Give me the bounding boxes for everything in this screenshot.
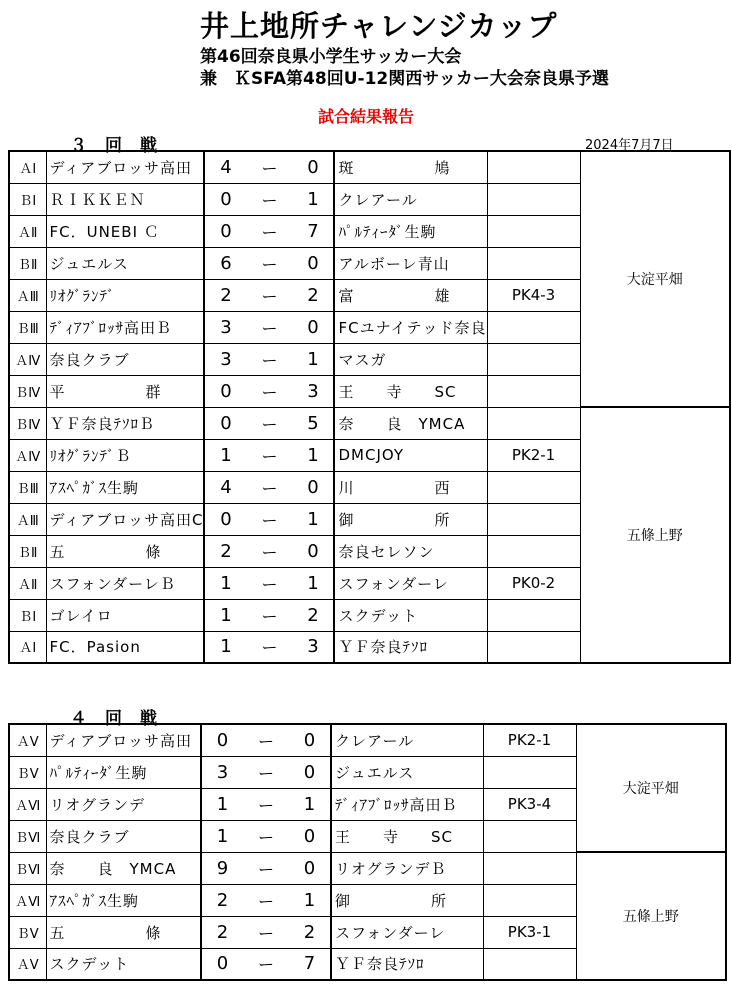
pk-result (487, 311, 580, 343)
home-score: 0 (204, 375, 246, 407)
score-dash: ー (246, 471, 292, 503)
away-team: 御 所 (334, 503, 487, 535)
score-dash: ー (246, 503, 292, 535)
away-score: 2 (292, 599, 334, 631)
match-code: ＡⅢ (9, 279, 46, 311)
home-team: 奈良クラブ (46, 820, 201, 852)
away-team: ジュエルス (331, 756, 483, 788)
score-dash: ー (246, 439, 292, 471)
home-team: ディアブロッサ高田C (46, 503, 204, 535)
home-team: ﾃﾞｨｱﾌﾞﾛｯｻ高田Ｂ (46, 311, 204, 343)
score-dash: ー (246, 375, 292, 407)
match-code: ＢⅥ (9, 852, 46, 884)
away-score: 0 (292, 247, 334, 279)
away-team: DMCJOY (334, 439, 487, 471)
match-code: ＡⅣ (9, 343, 46, 375)
away-score: 7 (292, 215, 334, 247)
home-score: 3 (204, 311, 246, 343)
pk-result (483, 852, 576, 884)
home-score: 1 (201, 788, 243, 820)
home-score: 1 (204, 599, 246, 631)
home-score: 1 (204, 567, 246, 599)
home-score: 2 (201, 884, 243, 916)
match-code: ＢⅠ (9, 183, 46, 215)
home-team: ゴレイロ (46, 599, 204, 631)
away-team: アルボーレ青山 (334, 247, 487, 279)
away-team: ＹＦ奈良ﾃｿﾛ (331, 948, 483, 980)
away-score: 1 (292, 183, 334, 215)
match-code: ＡⅤ (9, 948, 46, 980)
pk-result (483, 820, 576, 852)
pk-result (483, 756, 576, 788)
score-dash: ー (243, 820, 289, 852)
home-score: 4 (204, 471, 246, 503)
score-dash: ー (246, 599, 292, 631)
score-dash: ー (246, 535, 292, 567)
away-team: FCユナイテッド奈良 (334, 311, 487, 343)
score-dash: ー (246, 631, 292, 663)
home-team: FC．UNEBI Ｃ (46, 215, 204, 247)
away-score: 0 (289, 756, 331, 788)
match-row (9, 151, 730, 183)
away-team: 斑 鳩 (334, 151, 487, 183)
away-team: スフォンダーレ (331, 916, 483, 948)
home-team: ディアブロッサ高田 (46, 724, 201, 756)
pk-result (487, 375, 580, 407)
match-code: ＢⅤ (9, 916, 46, 948)
match-code: ＡⅡ (9, 215, 46, 247)
away-team: マスガ (334, 343, 487, 375)
home-score: 0 (201, 724, 243, 756)
pk-result (487, 247, 580, 279)
match-code: ＡⅡ (9, 567, 46, 599)
home-team: 奈 良 YMCA (46, 852, 201, 884)
match-code: ＡⅠ (9, 151, 46, 183)
away-team: スフォンダーレ (334, 567, 487, 599)
away-score: 1 (292, 439, 334, 471)
home-score: 3 (204, 343, 246, 375)
away-score: 0 (292, 535, 334, 567)
round4-results-table (8, 723, 727, 981)
match-code: ＢⅢ (9, 471, 46, 503)
round3-label: ３回戦 (70, 136, 175, 156)
match-code: ＡⅢ (9, 503, 46, 535)
venue-cell: 大淀平畑 (580, 151, 730, 407)
home-team: 五 條 (46, 535, 204, 567)
away-team: 王 寺 SC (331, 820, 483, 852)
home-team: スクデット (46, 948, 201, 980)
home-team: ディアブロッサ高田 (46, 151, 204, 183)
home-team: ＲＩＫＫＥＮ (46, 183, 204, 215)
away-score: 0 (292, 311, 334, 343)
score-dash: ー (246, 215, 292, 247)
match-code: ＡⅣ (9, 439, 46, 471)
home-score: 0 (204, 183, 246, 215)
match-code: ＡⅥ (9, 788, 46, 820)
home-team: 平 群 (46, 375, 204, 407)
away-score: 1 (292, 567, 334, 599)
away-score: 1 (292, 503, 334, 535)
pk-result (487, 215, 580, 247)
venue-cell: 大淀平畑 (576, 724, 726, 852)
score-dash: ー (246, 343, 292, 375)
score-dash: ー (243, 756, 289, 788)
pk-result: PK2-1 (487, 439, 580, 471)
match-code: ＢⅥ (9, 820, 46, 852)
home-score: 0 (204, 503, 246, 535)
home-team: リオグランデ (46, 788, 201, 820)
pk-result: PK4-3 (487, 279, 580, 311)
match-code: ＡⅥ (9, 884, 46, 916)
pk-result: PK0-2 (487, 567, 580, 599)
pk-result (487, 471, 580, 503)
home-team: ｱｽﾍﾟｶﾞｽ生駒 (46, 884, 201, 916)
away-score: 2 (289, 916, 331, 948)
tournament-subtitle: 第46回奈良県小学生サッカー大会 (200, 47, 462, 67)
away-score: 0 (289, 724, 331, 756)
away-team: ＹＦ奈良ﾃｿﾛ (334, 631, 487, 663)
home-team: スフォンダーレＢ (46, 567, 204, 599)
score-dash: ー (246, 407, 292, 439)
home-score: 0 (204, 407, 246, 439)
home-score: 6 (204, 247, 246, 279)
home-score: 2 (204, 279, 246, 311)
away-score: 0 (289, 820, 331, 852)
away-score: 7 (289, 948, 331, 980)
away-team: ﾃﾞｨｱﾌﾞﾛｯｻ高田Ｂ (331, 788, 483, 820)
home-score: 2 (201, 916, 243, 948)
away-team: スクデット (334, 599, 487, 631)
home-team: ｱｽﾍﾟｶﾞｽ生駒 (46, 471, 204, 503)
match-row (9, 724, 726, 756)
score-dash: ー (243, 788, 289, 820)
away-score: 0 (292, 151, 334, 183)
score-dash: ー (246, 183, 292, 215)
away-score: 0 (289, 852, 331, 884)
score-dash: ー (246, 151, 292, 183)
score-dash: ー (246, 567, 292, 599)
away-team: ﾊﾟﾙﾃｨｰﾀﾞ生駒 (334, 215, 487, 247)
home-team: ﾘｵｸﾞﾗﾝﾃﾞ (46, 279, 204, 311)
pk-result (487, 151, 580, 183)
match-code: ＢⅣ (9, 407, 46, 439)
home-score: 9 (201, 852, 243, 884)
away-team: クレアール (331, 724, 483, 756)
score-dash: ー (243, 884, 289, 916)
away-team: リオグランデＢ (331, 852, 483, 884)
home-team: ＹＦ奈良ﾃｿﾛＢ (46, 407, 204, 439)
pk-result (487, 599, 580, 631)
score-dash: ー (246, 279, 292, 311)
home-team: ジュエルス (46, 247, 204, 279)
away-score: 5 (292, 407, 334, 439)
pk-result: PK3-4 (483, 788, 576, 820)
home-team: ﾊﾟﾙﾃｨｰﾀﾞ生駒 (46, 756, 201, 788)
away-score: 2 (292, 279, 334, 311)
match-row (9, 407, 730, 439)
page-title: 井上地所チャレンジカップ (200, 9, 558, 43)
pk-result: PK2-1 (483, 724, 576, 756)
pk-result (487, 503, 580, 535)
score-dash: ー (243, 948, 289, 980)
away-score: 1 (292, 343, 334, 375)
home-score: 0 (204, 215, 246, 247)
pk-result (487, 343, 580, 375)
pk-result (487, 535, 580, 567)
report-heading: 試合結果報告 (318, 107, 415, 126)
round4-label: ４回戦 (70, 709, 175, 729)
away-team: 奈良セレソン (334, 535, 487, 567)
pk-result (483, 948, 576, 980)
away-team: 奈 良 YMCA (334, 407, 487, 439)
match-code: ＡⅠ (9, 631, 46, 663)
home-score: 1 (204, 631, 246, 663)
home-team: FC．Pasion (46, 631, 204, 663)
away-team: 王 寺 SC (334, 375, 487, 407)
home-score: 4 (204, 151, 246, 183)
match-code: ＢⅡ (9, 247, 46, 279)
match-code: ＢⅠ (9, 599, 46, 631)
score-dash: ー (246, 311, 292, 343)
round3-results-table (8, 150, 731, 664)
away-score: 1 (289, 884, 331, 916)
away-team: 富 雄 (334, 279, 487, 311)
pk-result (483, 884, 576, 916)
home-score: 0 (201, 948, 243, 980)
away-team: 御 所 (331, 884, 483, 916)
score-dash: ー (243, 852, 289, 884)
home-score: 3 (201, 756, 243, 788)
venue-cell: 五條上野 (576, 852, 726, 980)
away-score: 3 (292, 631, 334, 663)
match-code: ＢⅤ (9, 756, 46, 788)
score-dash: ー (246, 247, 292, 279)
report-date: 2024年7月7日 (585, 138, 674, 153)
match-code: ＢⅡ (9, 535, 46, 567)
score-dash: ー (243, 916, 289, 948)
away-team: クレアール (334, 183, 487, 215)
away-score: 1 (289, 788, 331, 820)
match-code: ＢⅢ (9, 311, 46, 343)
match-code: ＢⅣ (9, 375, 46, 407)
score-dash: ー (243, 724, 289, 756)
away-score: 3 (292, 375, 334, 407)
venue-cell: 五條上野 (580, 407, 730, 663)
pk-result (487, 183, 580, 215)
qualifier-subtitle: 兼 ＫSFA第48回U-12関西サッカー大会奈良県予選 (200, 69, 609, 89)
pk-result (487, 631, 580, 663)
home-team: 五 條 (46, 916, 201, 948)
match-code: ＡⅤ (9, 724, 46, 756)
pk-result (487, 407, 580, 439)
home-team: ﾘｵｸﾞﾗﾝﾃﾞＢ (46, 439, 204, 471)
home-team: 奈良クラブ (46, 343, 204, 375)
away-score: 0 (292, 471, 334, 503)
home-score: 2 (204, 535, 246, 567)
away-team: 川 西 (334, 471, 487, 503)
pk-result: PK3-1 (483, 916, 576, 948)
home-score: 1 (204, 439, 246, 471)
match-row (9, 852, 726, 884)
home-score: 1 (201, 820, 243, 852)
